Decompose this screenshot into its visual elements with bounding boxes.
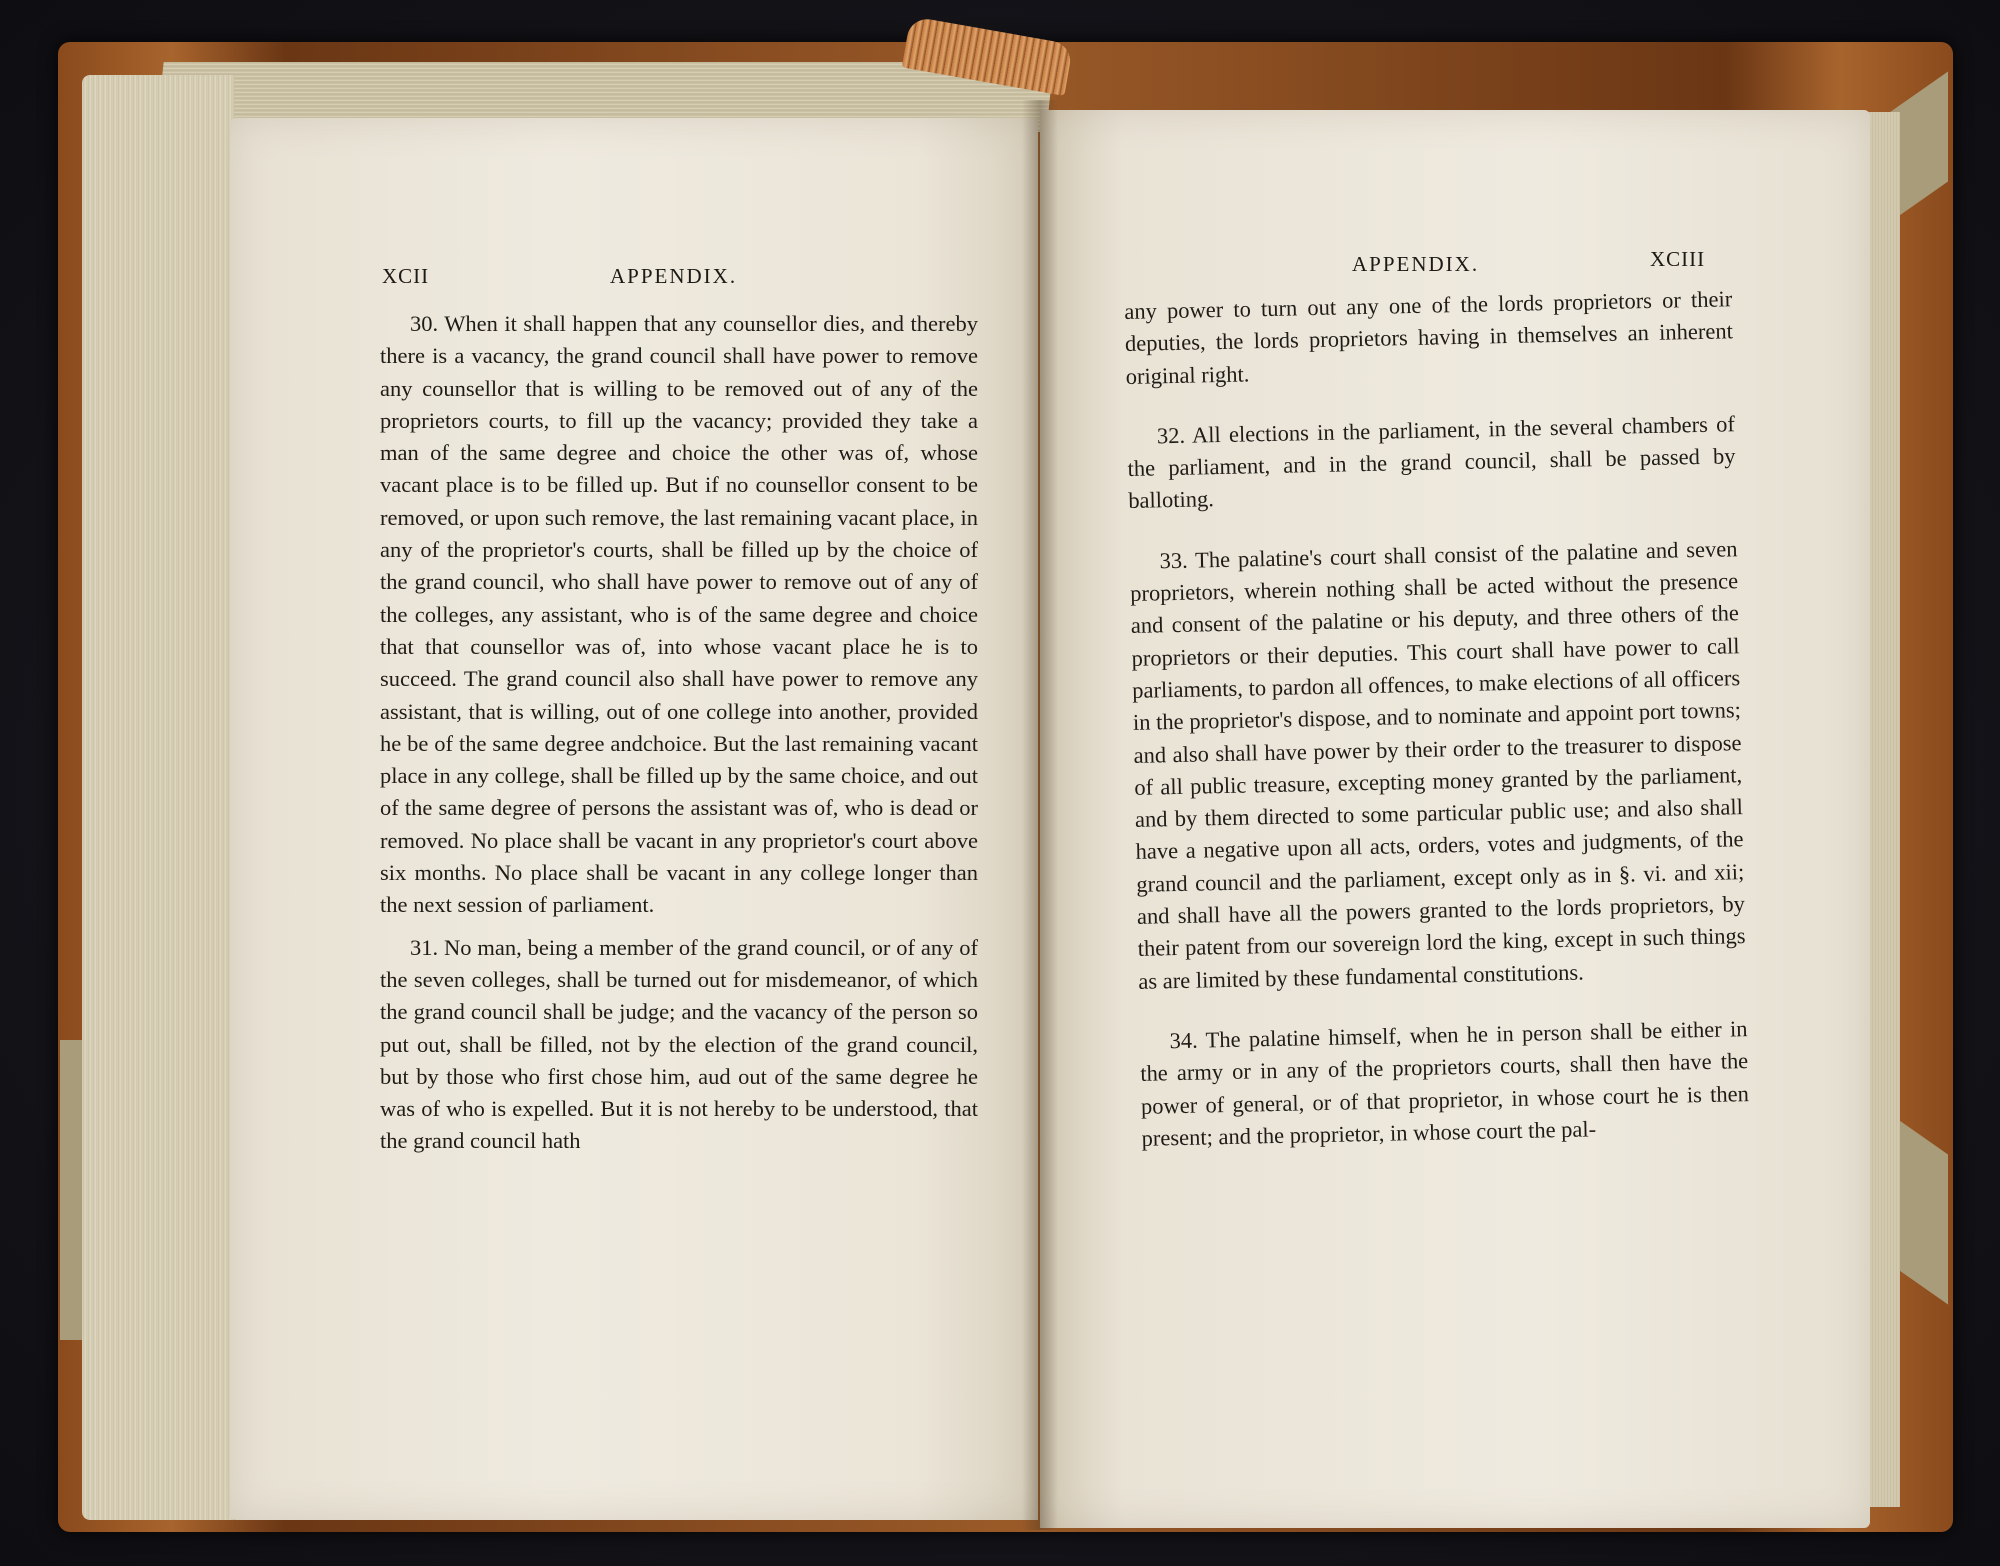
paragraph-32: 32. All elections in the parliament, in the several chambers of the parliament, and in the grand council, shall be passed by balloting. (1127, 411, 1736, 514)
paragraph-30: 30. When it shall happen that any counsellor dies, and thereby there is a vacancy, the grand council shall have power to remove any counsellor that is willing to be removed out of any of the proprietors courts, to fill up the vacancy; provided they take a man of the same degree and choice the other was of, whose vacant place is to be filled up. But if no counsellor consent to be removed, or upon such remove, the last remaining vacant place, in any of the proprietor's courts, shall be filled up by the choice of the grand council, who shall have power to remove out of any of the colleges, any assistant, who is of the same degree and choice that that counsellor was of, into whose vacant place he is to succeed. The grand council also shall have power to remove any assistant, that is willing, out of one college into another, provided he be of the same degree andchoice. But the last remaining vacant place in any college, shall be filled up by the same choice, and out of the same degree of persons the assistant was of, who is dead or removed. No place shall be vacant in any proprietor's court above six months. No place shall be vacant in any college longer than the next session of parliament. (380, 311, 978, 918)
left-folio: XCII (382, 264, 430, 288)
paragraph-31-continuation: any power to turn out any one of the lords proprietors or their deputies, the lords proprietors having in themselves an inherent original right. (1124, 286, 1734, 389)
right-folio: XCIII (1650, 247, 1706, 271)
paragraph-33: 33. The palatine's court shall consist of the palatine and seven proprietors, wherein nothing shall be acted without the presence and consent of the palatine or his deputy, and three others of the proprietors or their deputies. This court shall have power to call parliaments, to pardon all offences, to make elections of all officers in the proprietor's dispose, and to nominate and appoint port towns; and also shall have power by their order to the treasurer to dispose of all public treasure, excepting money granted by the parliament, and by them directed to some particular public use; and also shall have a negative upon all acts, orders, votes and judgments, of the grand council and the parliament, except only as in §. vi. and xii; and shall have all the powers granted to the lords proprietors, by their patent from our sovereign lord the king, except in such things as are limited by these fundamental constitutions. (1129, 535, 1746, 994)
right-running-head: APPENDIX. (1352, 252, 1480, 276)
left-text-block (380, 308, 978, 1158)
paragraph-31: 31. No man, being a member of the grand council, or of any of the seven colleges, shall be turned out for misdemeanor, of which the grand council shall be judge; and the vacancy of the person so put out, shall be filled, not by the election of the grand council, but by those who first chose him, aud out of the same degree he was of who is expelled. But it is not hereby to be understood, that the grand council hath (380, 934, 978, 1154)
book-gutter (1022, 100, 1058, 1530)
right-text-block (1124, 283, 1750, 1155)
left-running-head: APPENDIX. (610, 264, 738, 288)
page-block-left-edge (82, 75, 234, 1520)
paragraph-34: 34. The palatine himself, when he in person shall be either in the army or in any of the proprietors courts, shall then have the power of general, or of that proprietor, in whose court he is then present; and the proprietor, in whose court the pal- (1140, 1016, 1750, 1151)
